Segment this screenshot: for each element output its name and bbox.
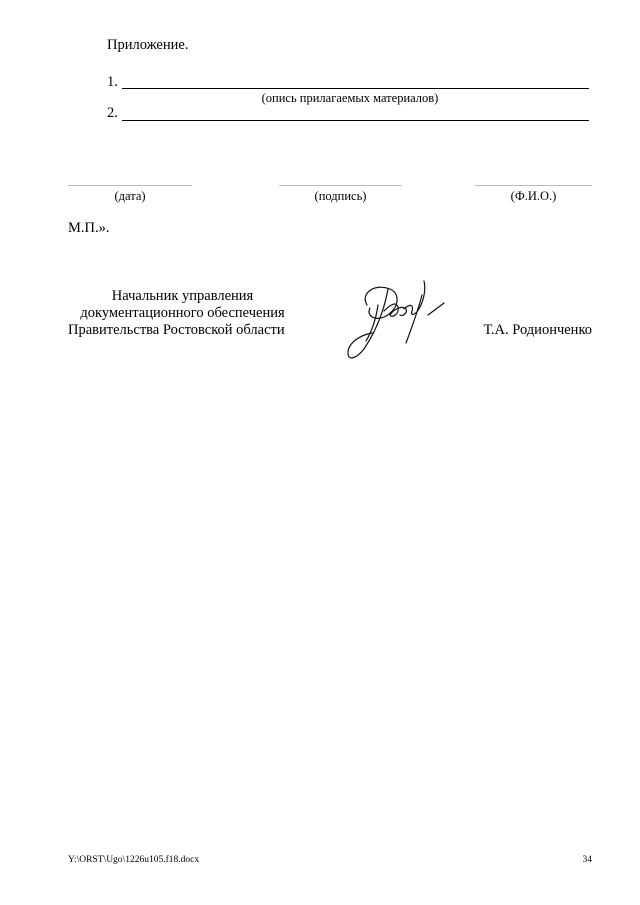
signatory-position-line2: документационного обеспечения xyxy=(80,305,285,321)
attachment-item-1-line xyxy=(122,88,589,89)
attachment-title: Приложение. xyxy=(107,37,189,53)
signatory-name: Т.А. Родионченко xyxy=(483,322,592,338)
attachment-item-2-number: 2. xyxy=(107,105,118,121)
signatory-position-line3: Правительства Ростовской области xyxy=(68,322,285,338)
handwritten-signature xyxy=(340,275,455,370)
name-caption: (Ф.И.О.) xyxy=(510,189,557,203)
attachment-line1-caption: (опись прилагаемых материалов) xyxy=(261,91,439,105)
stamp-place: М.П.». xyxy=(68,220,110,236)
name-field-line xyxy=(475,185,592,186)
date-field-line xyxy=(68,185,192,186)
signature-field-line xyxy=(279,185,402,186)
footer-page-number: 34 xyxy=(582,855,592,865)
signatory-position-line1: Начальник управления xyxy=(111,288,254,304)
attachment-item-1-number: 1. xyxy=(107,74,118,90)
attachment-item-2-line xyxy=(122,120,589,121)
footer-file-path: Y:\ORST\Ugo\1226u105.f18.docx xyxy=(68,855,200,865)
date-caption: (дата) xyxy=(114,189,146,203)
signature-caption: (подпись) xyxy=(314,189,367,203)
